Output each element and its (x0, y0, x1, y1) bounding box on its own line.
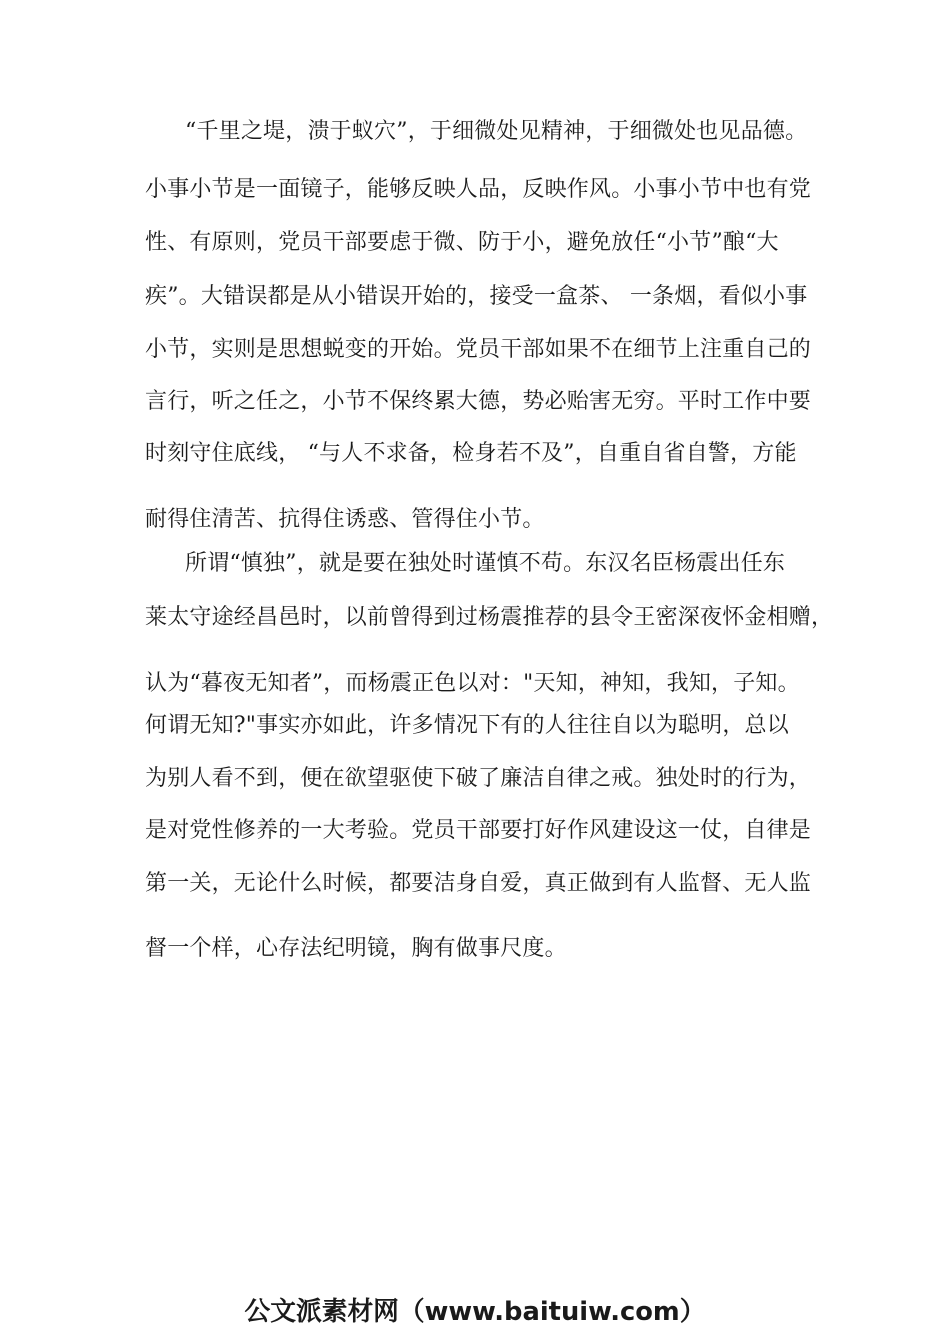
text-line: 耐得住清苦、抗得住诱惑、管得住小节。 (145, 507, 545, 532)
text-line: 时刻守住底线， “与人不求备，检身若不及”，自重自省自警，方能 (145, 441, 797, 466)
text-line: 是对党性修养的一大考验。党员干部要打好作风建设这一仗，自律是 (145, 818, 812, 843)
text-line: 所谓“慎独”，就是要在独处时谨慎不苟。东汉名臣杨震出任东 (185, 551, 786, 576)
text-line: 小事小节是一面镜子，能够反映人品，反映作风。小事小节中也有党 (145, 177, 812, 202)
text-line: “千里之堤，溃于蚁穴”，于细微处见精神，于细微处也见品德。 (185, 119, 808, 144)
text-line: 督一个样，心存法纪明镜，胸有做事尺度。 (145, 936, 567, 961)
text-line: 为别人看不到，便在欲望驱使下破了廉洁自律之戒。独处时的行为， (145, 766, 812, 791)
text-line: 认为“暮夜无知者”，而杨震正色以对："天知，神知，我知，子知。 (145, 671, 800, 696)
text-line: 莱太守途经昌邑时，以前曾得到过杨震推荐的县令王密深夜怀金相赠， (145, 605, 834, 630)
footer-watermark: 公文派素材网（www.baituiw.com） (244, 1297, 706, 1327)
text-line: 小节，实则是思想蜕变的开始。党员干部如果不在细节上注重自己的 (145, 337, 812, 362)
text-line: 性、有原则，党员干部要虑于微、防于小，避免放任“小节”酿“大 (145, 230, 779, 255)
text-line: 言行，听之任之，小节不保终累大德，势必贻害无穷。平时工作中要 (145, 389, 812, 414)
text-line: 第一关，无论什么时候，都要洁身自爱，真正做到有人监督、无人监 (145, 871, 812, 896)
text-line: 疾”。大错误都是从小错误开始的，接受一盒茶、 一条烟，看似小事 (145, 284, 808, 309)
text-line: 何谓无知?"事实亦如此，许多情况下有的人往往自以为聪明，总以 (145, 713, 789, 738)
